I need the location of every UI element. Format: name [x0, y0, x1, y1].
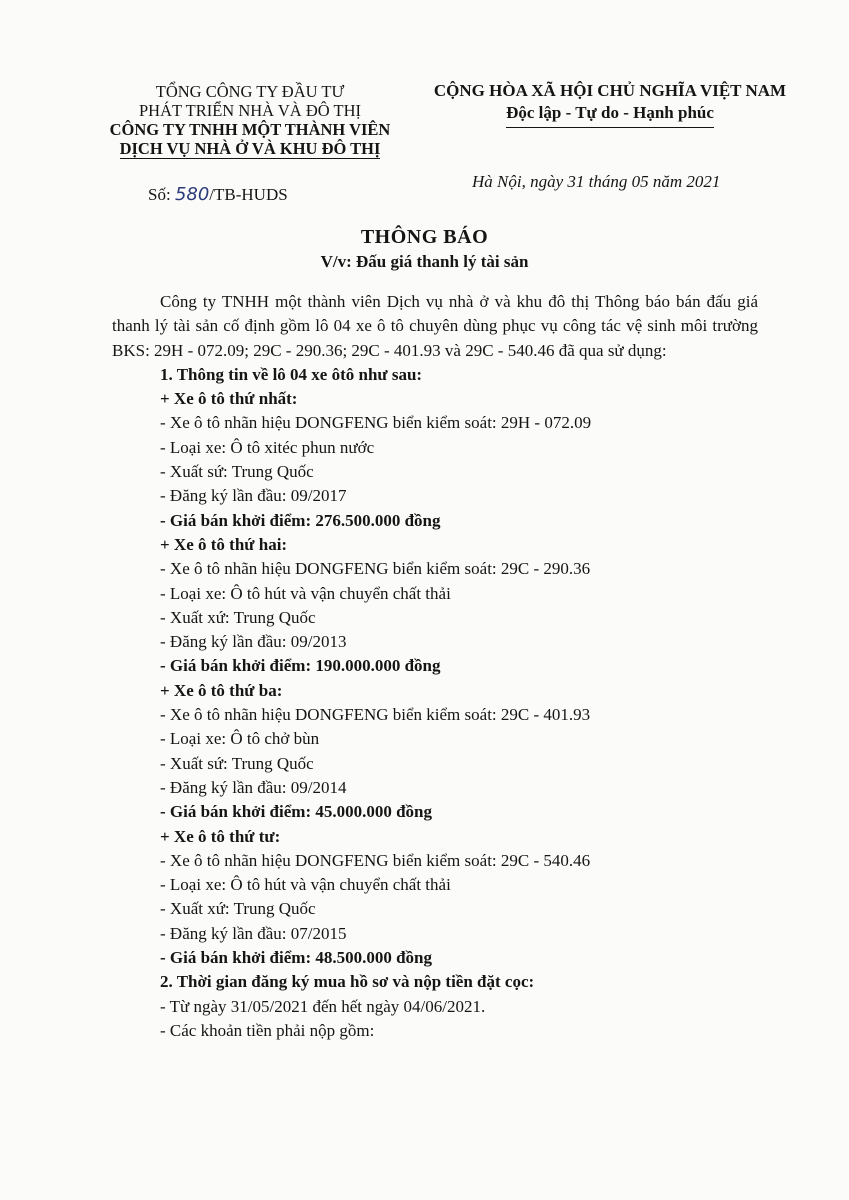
section1-heading: 1. Thông tin về lô 04 xe ôtô như sau: [160, 364, 423, 384]
vehicle4-origin: - Xuất xứ: Trung Quốc [160, 899, 316, 919]
vehicle2-price: - Giá bán khởi điểm: 190.000.000 đồng [160, 656, 441, 676]
national-header [420, 80, 800, 128]
vehicle1-brand: - Xe ô tô nhãn hiệu DONGFENG biển kiểm soát: 29H - 072.09 [160, 413, 592, 433]
document-body [112, 290, 758, 1043]
vehicle4-brand: - Xe ô tô nhãn hiệu DONGFENG biển kiểm soát: 29C - 540.46 [160, 850, 591, 870]
document-number-handwritten: 580 [174, 184, 210, 205]
issuer-block [100, 82, 400, 159]
vehicle3-registration: - Đăng ký lần đầu: 09/2014 [160, 777, 347, 797]
vehicle2-origin: - Xuất xứ: Trung Quốc [160, 607, 316, 627]
company-name-line2: DỊCH VỤ NHÀ Ở VÀ KHU ĐÔ THỊ [119, 139, 381, 158]
vehicle2-type: - Loại xe: Ô tô hút và vận chuyển chất thải [160, 583, 451, 603]
section2-line1: - Từ ngày 31/05/2021 đến hết ngày 04/06/2021. [160, 996, 486, 1016]
vehicle4-type: - Loại xe: Ô tô hút và vận chuyển chất thải [160, 875, 451, 895]
vehicle1-heading: + Xe ô tô thứ nhất: [160, 389, 298, 409]
section2-heading: 2. Thời gian đăng ký mua hồ sơ và nộp tiền đặt cọc: [160, 972, 535, 992]
vehicle1-type: - Loại xe: Ô tô xitéc phun nước [160, 437, 375, 457]
vehicle4-price: - Giá bán khởi điểm: 48.500.000 đồng [160, 948, 433, 968]
document-number-suffix: /TB-HUDS [209, 185, 288, 204]
company-name-line1: CÔNG TY TNHH MỘT THÀNH VIÊN [109, 120, 391, 139]
vehicle1-origin: - Xuất sứ: Trung Quốc [160, 462, 314, 482]
vehicle2-brand: - Xe ô tô nhãn hiệu DONGFENG biển kiểm soát: 29C - 290.36 [160, 559, 591, 579]
intro-paragraph: Công ty TNHH một thành viên Dịch vụ nhà ở và khu đô thị Thông báo bán đấu giá thanh lý tài sản cố định gồm lô 04 xe ô tô chuyên dùng phục vụ công tác vệ sinh môi trường BKS: 29H - 072.09; 29C - 290.36; 29C - 401.93 và 29C - 540.46 đã qua sử dụng: [112, 292, 758, 360]
vehicle2-heading: + Xe ô tô thứ hai: [160, 534, 288, 554]
vehicle1-price: - Giá bán khởi điểm: 276.500.000 đồng [160, 510, 441, 530]
vehicle3-heading: + Xe ô tô thứ ba: [160, 680, 283, 700]
document-date: Hà Nội, ngày 31 tháng 05 năm 2021 [472, 172, 721, 191]
document-title: THÔNG BÁO [360, 226, 489, 248]
vehicle4-heading: + Xe ô tô thứ tư: [160, 826, 281, 846]
document-number [148, 184, 288, 205]
vehicle4-registration: - Đăng ký lần đầu: 07/2015 [160, 923, 347, 943]
national-motto: Độc lập - Tự do - Hạnh phúc [506, 102, 714, 128]
vehicle1-registration: - Đăng ký lần đầu: 09/2017 [160, 486, 347, 506]
vehicle3-price: - Giá bán khởi điểm: 45.000.000 đồng [160, 802, 433, 822]
vehicle3-origin: - Xuất sứ: Trung Quốc [160, 753, 314, 773]
vehicle2-registration: - Đăng ký lần đầu: 09/2013 [160, 632, 347, 652]
parent-company-line1: TỔNG CÔNG TY ĐẦU TƯ [155, 82, 345, 101]
vehicle3-brand: - Xe ô tô nhãn hiệu DONGFENG biển kiểm soát: 29C - 401.93 [160, 705, 591, 725]
vehicle3-type: - Loại xe: Ô tô chở bùn [160, 729, 320, 749]
national-title: CỘNG HÒA XÃ HỘI CHỦ NGHĨA VIỆT NAM [433, 81, 787, 100]
section2-line2: - Các khoản tiền phải nộp gồm: [160, 1020, 375, 1040]
document-number-prefix: Số: [148, 185, 175, 204]
parent-company-line2: PHÁT TRIỂN NHÀ VÀ ĐÔ THỊ [139, 101, 361, 120]
document-subtitle: V/v: Đấu giá thanh lý tài sản [320, 252, 529, 271]
